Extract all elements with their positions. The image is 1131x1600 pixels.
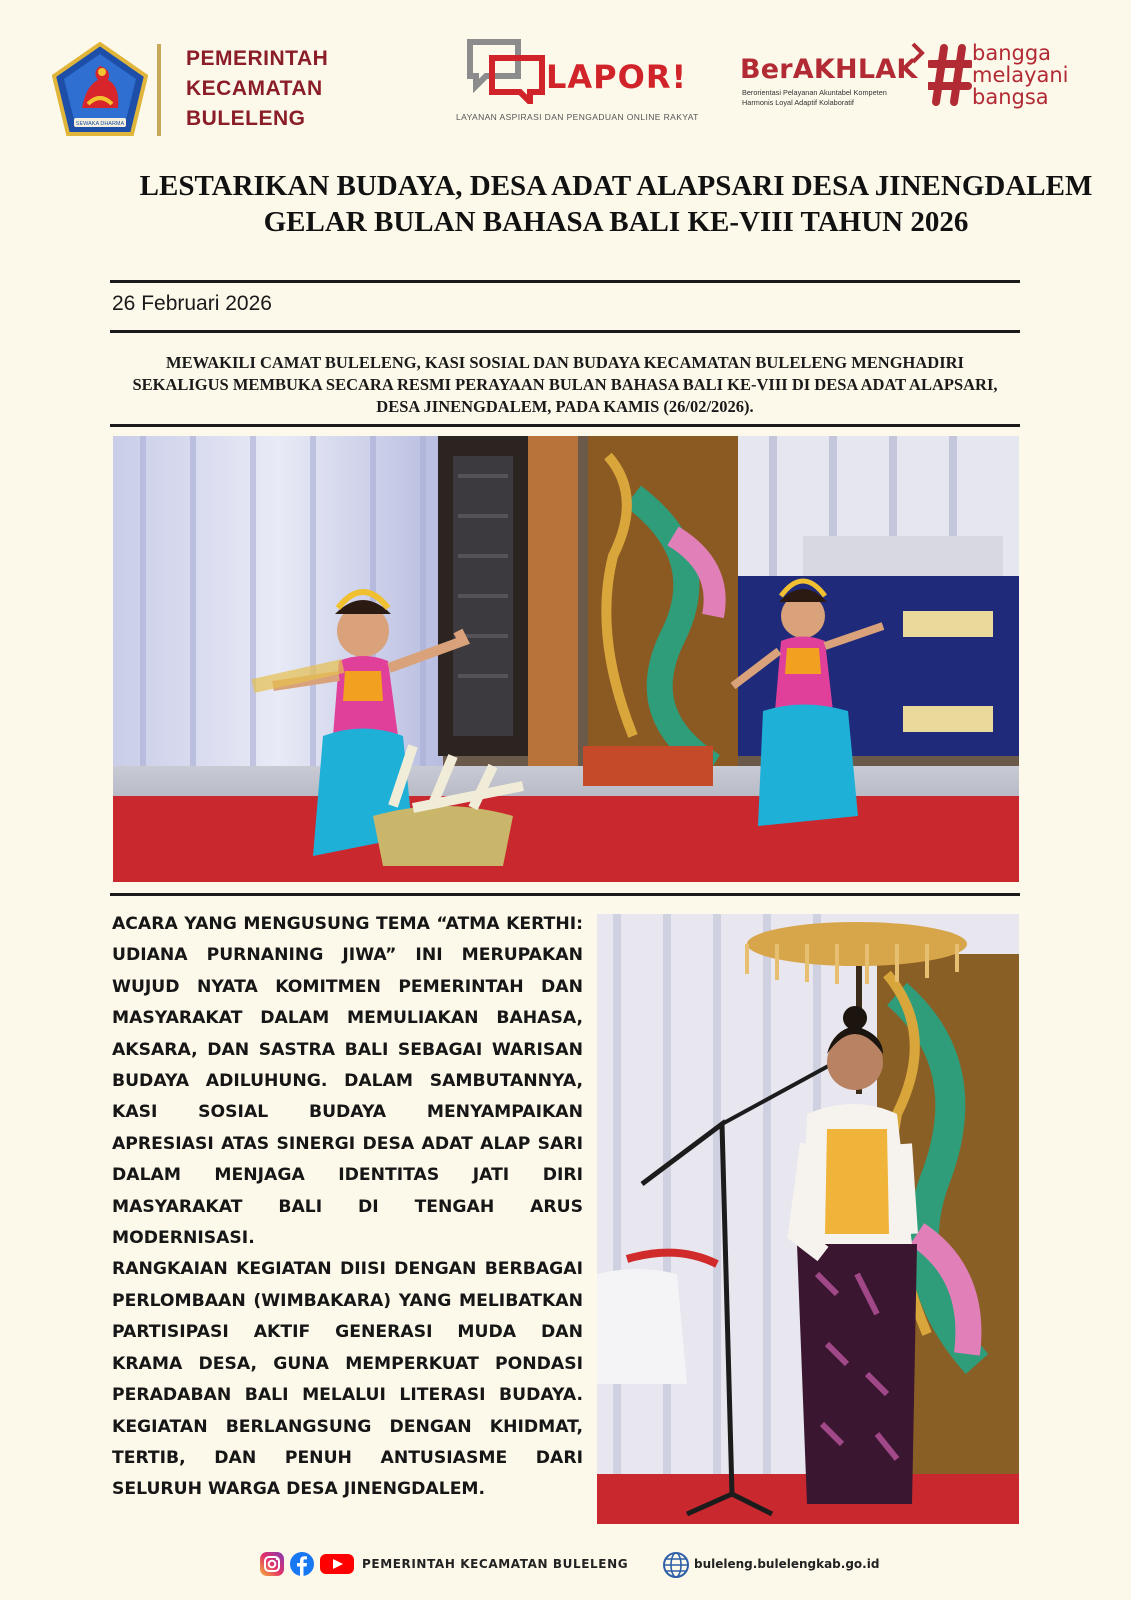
article-paragraph-1: ACARA YANG MENGUSUNG TEMA “ATMA KERTHI: UDIANA PURNANING JIWA” INI MERUPAKAN WUJUD NYATA KOMITMEN PEMERINTAH DAN MASYARAKAT DALAM MEMULIAKAN BAHASA, AKSARA, DAN SASTRA BALI SEBAGAI WARISAN BUDAYA ADILUHUNG. DALAM SAMBUTANNYA, KASI SOSIAL BUDAYA MENYAMPAIKAN APRESIASI ATAS SINERGI DESA ADAT ALAP SARI DALAM MENJAGA IDENTITAS JATI DIRI MASYARAKAT BALI DI TENGAH ARUS MODERNISASI. bbox=[112, 914, 583, 1249]
hashtag-icon bbox=[928, 44, 972, 106]
gov-name-line-1: PEMERINTAH bbox=[186, 47, 329, 70]
instagram-icon[interactable] bbox=[259, 1551, 285, 1577]
speaker-photo bbox=[597, 914, 1019, 1524]
berakhlak-title: BerAKHLAK bbox=[740, 54, 918, 85]
globe-icon bbox=[662, 1551, 690, 1579]
berakhlak-values-line-2: Harmonis Loyal Adaptif Kolaboratif bbox=[742, 98, 854, 107]
chevron-right-icon bbox=[910, 42, 926, 64]
divider-lead bbox=[110, 424, 1020, 427]
page-footer bbox=[0, 1545, 1131, 1585]
berakhlak-values-line-1: Berorientasi Pelayanan Akuntabel Kompeten bbox=[742, 88, 887, 97]
footer-account-name: PEMERINTAH KECAMATAN BULELENG bbox=[362, 1557, 629, 1571]
article-date: 26 Februari 2026 bbox=[112, 292, 272, 315]
article-paragraph-2: RANGKAIAN KEGIATAN DIISI DENGAN BERBAGAI PERLOMBAAN (WIMBAKARA) YANG MELIBATKAN PARTISIPASI AKTIF GENERASI MUDA DAN KRAMA DESA, GUNA MEMPERKUAT PONDASI PERADABAN BALI MELALUI LITERASI BUDAYA. KEGIATAN BERLANGSUNG DENGAN KHIDMAT, TERTIB, DAN PENUH ANTUSIASME DARI SELURUH WARGA DESA JINENGDALEM. bbox=[112, 1259, 583, 1500]
chat-bubbles-icon bbox=[466, 38, 546, 104]
header-divider bbox=[157, 44, 161, 136]
article-title-line-1: LESTARIKAN BUDAYA, DESA ADAT ALAPSARI DESA JINENGDALEM bbox=[139, 170, 1093, 202]
lapor-logo bbox=[456, 38, 706, 128]
lead-line-1: MEWAKILI CAMAT BULELENG, KASI SOSIAL DAN BUDAYA KECAMATAN BULELENG MENGHADIRI bbox=[166, 353, 964, 372]
lead-line-3: DESA JINENGDALEM, PADA KAMIS (26/02/2026). bbox=[376, 397, 754, 416]
gov-name-line-3: BULELENG bbox=[186, 107, 306, 130]
dancers-photo bbox=[113, 436, 1019, 882]
facebook-icon[interactable] bbox=[289, 1551, 315, 1577]
divider-date bbox=[110, 330, 1020, 333]
buleleng-emblem-icon bbox=[52, 42, 148, 138]
bangga-melayani-bangsa-tagline bbox=[972, 42, 1092, 108]
article-title bbox=[110, 168, 1122, 240]
page-header bbox=[0, 0, 1131, 150]
tagline-line-2: melayani bbox=[972, 63, 1069, 87]
youtube-icon[interactable] bbox=[319, 1551, 355, 1577]
tagline-line-1: bangga bbox=[972, 41, 1052, 65]
article-title-line-2: GELAR BULAN BAHASA BALI KE-VIII TAHUN 2026 bbox=[263, 206, 969, 238]
government-name bbox=[186, 44, 386, 134]
gov-name-line-2: KECAMATAN bbox=[186, 77, 323, 100]
divider-top bbox=[110, 280, 1020, 283]
article-body bbox=[112, 909, 583, 1506]
tagline-line-3: bangsa bbox=[972, 85, 1049, 109]
lapor-brand: LAPOR! bbox=[546, 58, 688, 96]
berakhlak-logo bbox=[740, 48, 925, 118]
footer-website-link[interactable]: buleleng.bulelengkab.go.id bbox=[694, 1557, 880, 1571]
divider-photo bbox=[110, 893, 1020, 896]
article-lead bbox=[110, 352, 1020, 418]
lapor-tagline: LAYANAN ASPIRASI DAN PENGADUAN ONLINE RAKYAT bbox=[456, 112, 699, 122]
berakhlak-values bbox=[742, 88, 932, 108]
lead-line-2: SEKALIGUS MEMBUKA SECARA RESMI PERAYAAN BULAN BAHASA BALI KE-VIII DI DESA ADAT ALAPSARI, bbox=[132, 375, 998, 394]
emblem-motto: SEWAKA DHARMA bbox=[75, 121, 125, 127]
